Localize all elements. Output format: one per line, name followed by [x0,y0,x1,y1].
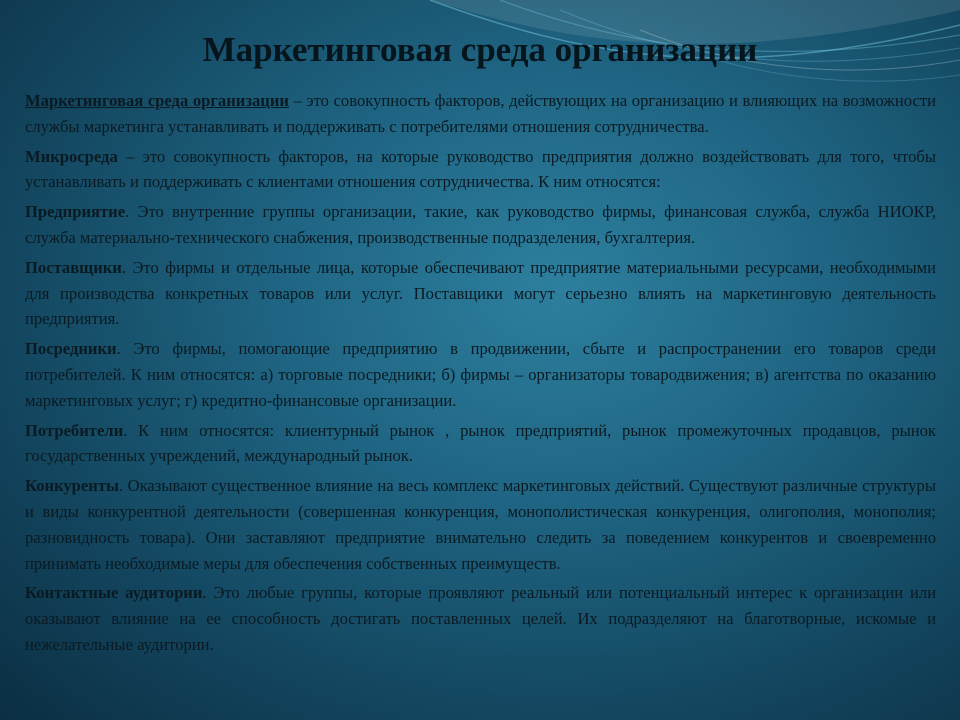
paragraph-intermediaries [25,336,936,413]
paragraph-suppliers [25,255,936,332]
term-consumers: Потребители [25,420,124,440]
paragraph-consumers [25,418,936,470]
term-enterprise: Предприятие [25,202,126,222]
term-intermediaries: Посредники [25,339,117,359]
definition-text: . Это любые группы, которые проявляют реальный или потенциальный интерес к организации или оказывают влияние на ее способность достигать поставленных целей. Их подразделяют на благотворные, искомые и нежелательные аудитории. [25,583,936,654]
paragraph-enterprise [25,199,936,251]
paragraph-microenvironment [25,144,936,196]
paragraph-contact-audiences [25,580,936,657]
definition-text: . Это фирмы, помогающие предприятию в продвижении, сбыте и распространении его товаров среди потребителей. К ним относятся: а) торговые посредники; б) фирмы – организаторы товародвижения; в) агентства по оказанию маркетинговых услуг; г) кредитно-финансовые организации. [25,339,936,410]
term-contact-audiences: Контактные аудитории [25,583,203,603]
definition-text: . Оказывают существенное влияние на весь комплекс маркетинговых действий. Существуют различные структуры и виды конкурентной деятельности (совершенная конкуренция, монополистическая конкуренция, олигополия, монополия; разновидность товара). Они заставляют предприятие внимательно следить за поведением конкурентов и своевременно принимать необходимые меры для обеспечения собственных преимуществ. [25,476,936,573]
definition-text: . Это фирмы и отдельные лица, которые обеспечивают предприятие материальными ресурсами, необходимыми для производства конкретных товаров или услуг. Поставщики могут серьезно влиять на маркетинговую деятельность предприятия. [25,257,936,329]
slide-body [25,88,936,662]
term-microenvironment: Микросреда [25,146,118,166]
definition-text: . К ним относятся: клиентурный рынок , рынок предприятий, рынок промежуточных продавцов, рынок государственных учреждений, международный рынок. [25,420,936,466]
term-marketing-environment: Маркетинговая среда организации [25,91,289,110]
definition-text: – это совокупность факторов, действующих на организацию и влияющих на возможности службы маркетинга устанавливать и поддерживать с потребителями отношения сотрудничества. [25,91,936,136]
paragraph-competitors [25,473,936,576]
slide-title: Маркетинговая среда организации [202,30,758,69]
definition-text: . Это внутренние группы организации, такие, как руководство фирмы, финансовая служба, служба НИОКР, служба материально-технического снабжения, производственные подразделения, бухгалтерия. [25,202,936,247]
definition-text: – это совокупность факторов, на которые руководство предприятия должно воздействовать для того, чтобы устанавливать и поддерживать с клиентами отношения сотрудничества. К ним относятся: [25,146,936,192]
term-competitors: Конкуренты [25,476,119,496]
paragraph-marketing-environment [25,88,936,140]
term-suppliers: Поставщики [25,257,122,277]
